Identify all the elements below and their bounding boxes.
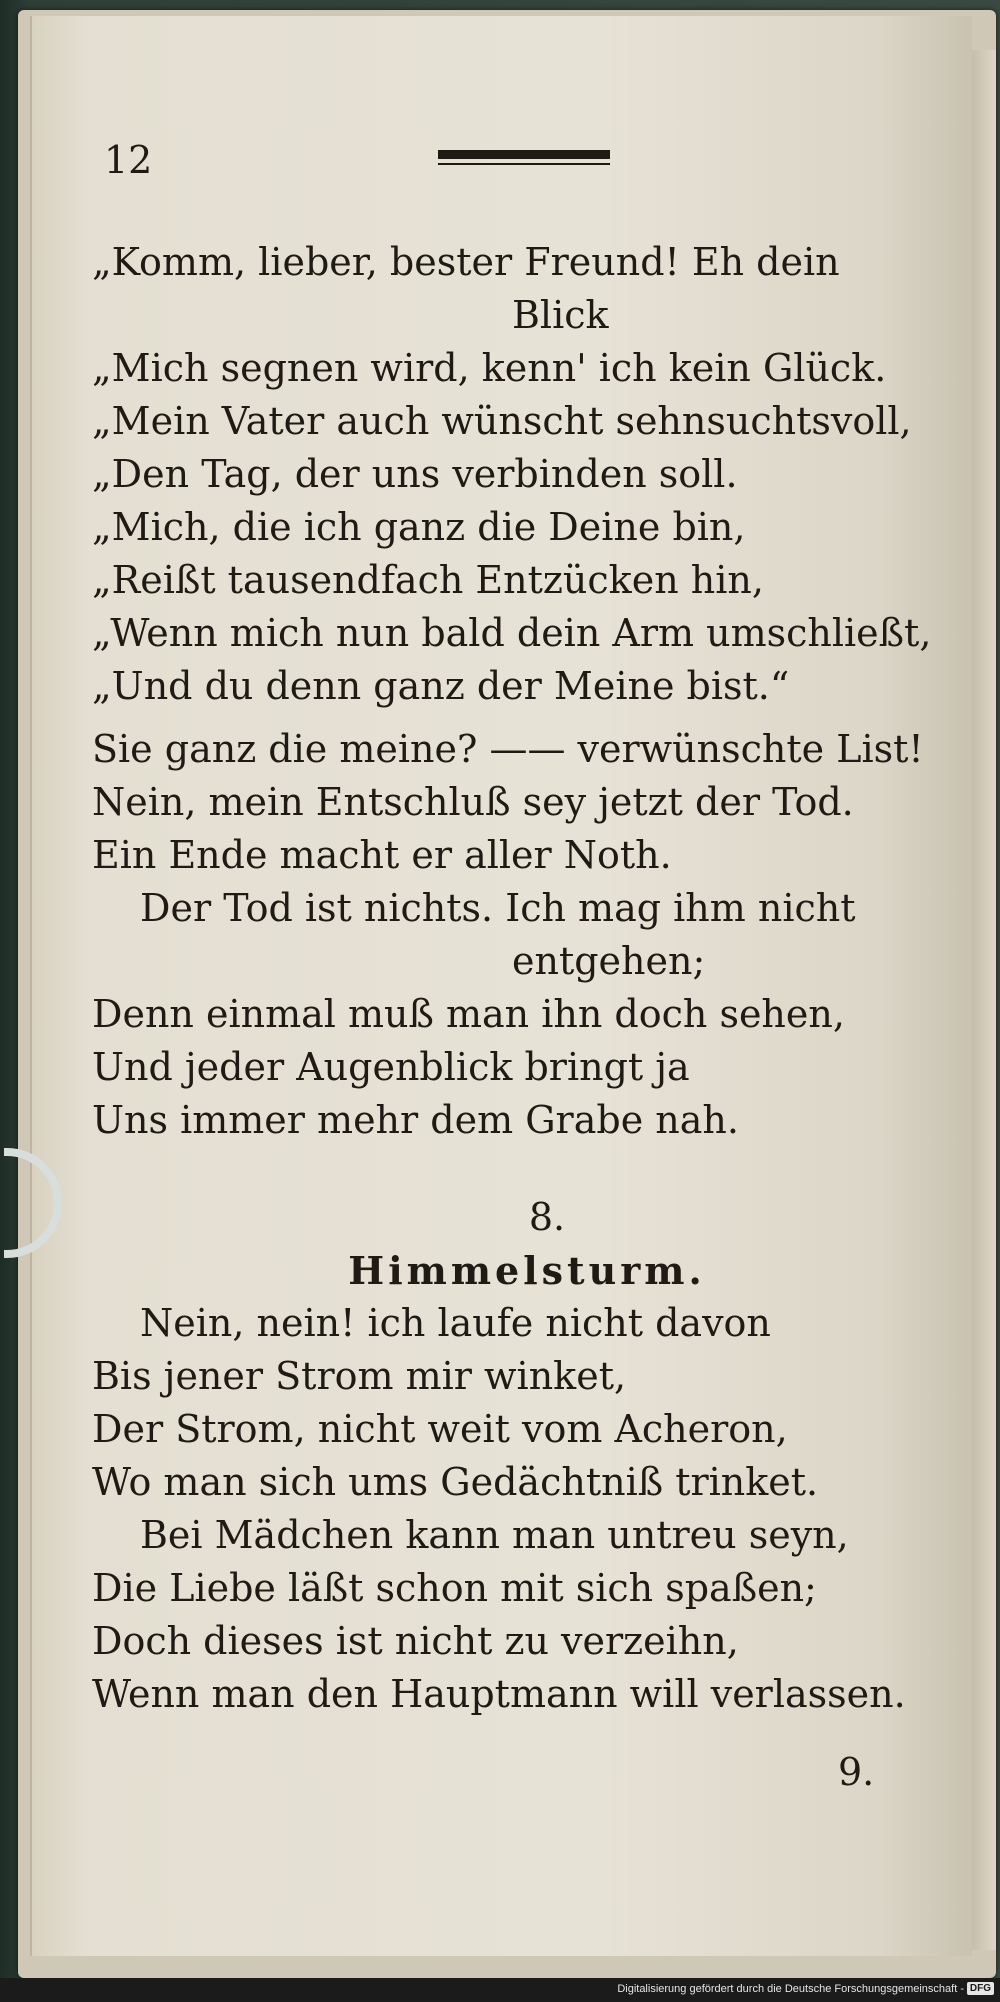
poem-line: Bis jener Strom mir winket,	[92, 1354, 627, 1398]
page-text	[92, 236, 942, 1721]
text-line: „Mich segnen wird, kenn' ich kein Glück.	[92, 346, 887, 390]
text-line-continuation: entgehen;	[512, 939, 706, 983]
page-number: 12	[104, 138, 153, 182]
text-line: „Komm, lieber, bester Freund! Eh dein	[92, 240, 840, 284]
text-line: „Reißt tausendfach Entzücken hin,	[92, 558, 764, 602]
text-line: Nein, mein Entschluß sey jetzt der Tod.	[92, 780, 854, 824]
text-line: „Und du denn ganz der Meine bist.“	[92, 664, 790, 708]
header-rule	[438, 150, 610, 159]
poem-line: Der Strom, nicht weit vom Acheron,	[92, 1407, 788, 1451]
poem-line: Doch dieses ist nicht zu verzeihn,	[92, 1619, 739, 1663]
text-line: „Mich, die ich ganz die Deine bin,	[92, 505, 746, 549]
poem-line: Wo man sich ums Gedächtniß trinket.	[92, 1460, 819, 1504]
footer-bar	[0, 1978, 1000, 2002]
catch-word: 9.	[838, 1750, 875, 1794]
text-line: Denn einmal muß man ihn doch sehen,	[92, 992, 845, 1036]
text-line: Und jeder Augenblick bringt ja	[92, 1045, 690, 1089]
poem-line: Die Liebe läßt schon mit sich spaßen;	[92, 1566, 817, 1610]
text-line: Der Tod ist nichts. Ich mag ihm nicht	[140, 886, 856, 930]
text-line: „Mein Vater auch wünscht sehnsuchtsvoll,	[92, 399, 912, 443]
section-number: 8.	[528, 1195, 566, 1239]
text-line: Uns immer mehr dem Grabe nah.	[92, 1098, 739, 1142]
poem-line: Wenn man den Hauptmann will verlassen.	[92, 1672, 906, 1716]
text-line: Ein Ende macht er aller Noth.	[92, 833, 672, 877]
footer-credit: Digitalisierung gefördert durch die Deutsche Forschungsgemeinschaft -	[617, 1983, 964, 1995]
section-title: Himmelsturm.	[348, 1248, 706, 1293]
poem-line: Nein, nein! ich laufe nicht davon	[140, 1301, 771, 1345]
text-line: „Wenn mich nun bald dein Arm umschließt,	[92, 611, 932, 655]
text-line: Sie ganz die meine? —— verwünschte List!	[92, 727, 924, 771]
text-line-continuation: Blick	[512, 293, 609, 337]
poem-line: Bei Mädchen kann man untreu seyn,	[140, 1513, 849, 1557]
header-rule-thin	[438, 163, 610, 165]
dfg-logo: DFG	[967, 1982, 994, 1995]
text-line: „Den Tag, der uns verbinden soll.	[92, 452, 738, 496]
